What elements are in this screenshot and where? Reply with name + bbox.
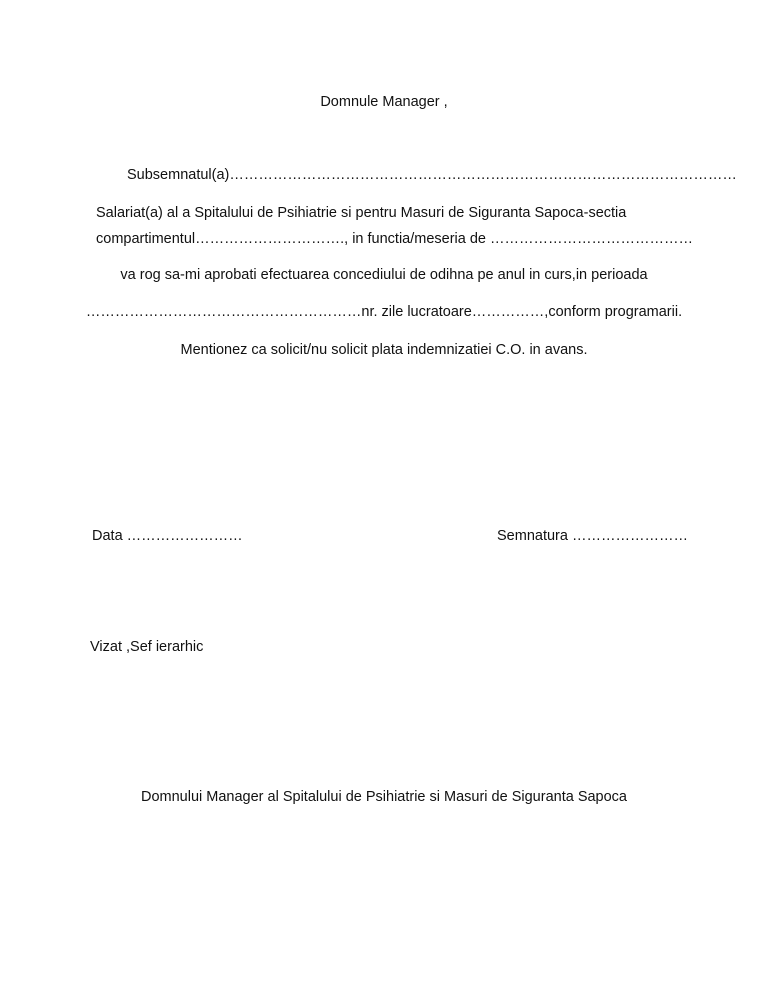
greeting-heading: Domnule Manager , (320, 94, 448, 110)
department-function-line: compartimentul…………………………., in functia/meseria de …………………………………… (96, 231, 694, 247)
leave-request-line: va rog sa-mi aprobati efectuarea concediului de odihna pe anul in curs,in perioada (120, 267, 648, 283)
supervisor-approval-label: Vizat ,Sef ierarhic (90, 639, 204, 655)
date-field: Data …………………… (92, 528, 243, 544)
addressee-line: Domnului Manager al Spitalului de Psihiatrie si Masuri de Siguranta Sapoca (140, 789, 627, 805)
signature-field: Semnatura …………………… (497, 528, 688, 544)
employee-hospital-line: Salariat(a) al a Spitalului de Psihiatrie si pentru Masuri de Siguranta Sapoca-sectia (96, 205, 627, 221)
leave-period-line: …………………………………………………nr. zile lucratoare……………,conform programarii. (85, 304, 683, 320)
subsemnatul-line: Subsemnatul(a)…………………………………………………………………………………………… (127, 167, 737, 183)
advance-payment-line: Mentionez ca solicit/nu solicit plata indemnizatiei C.O. in avans. (180, 342, 588, 358)
